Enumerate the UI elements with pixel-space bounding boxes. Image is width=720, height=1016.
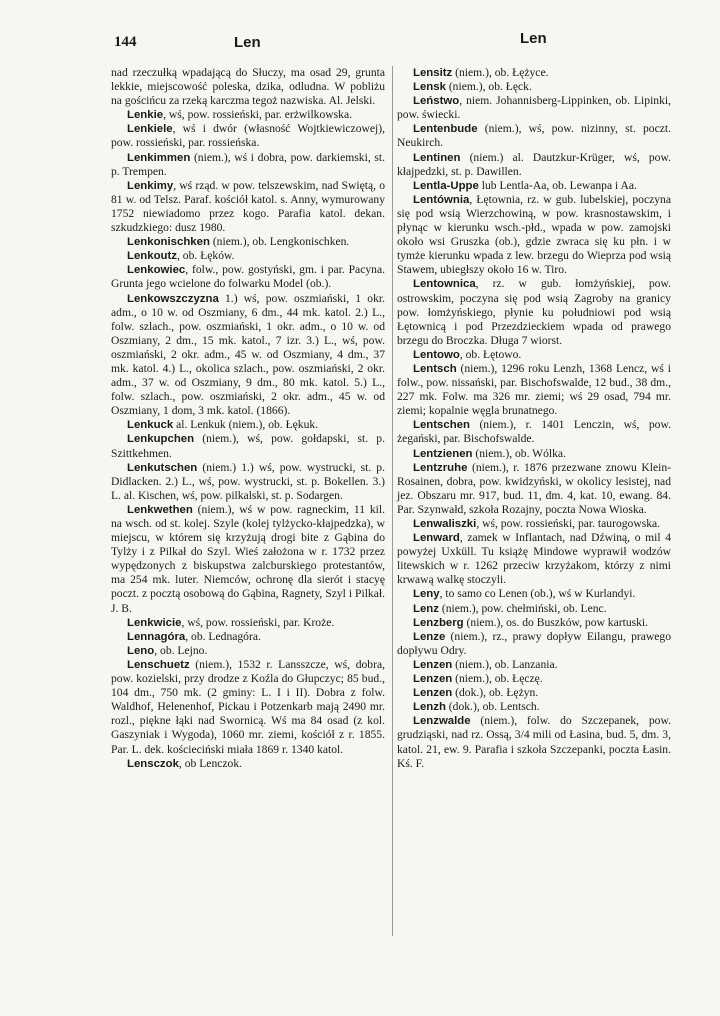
entry-text: (niem.), os. do Buszków, pow kartuski. bbox=[463, 615, 649, 629]
dictionary-entry bbox=[111, 249, 385, 263]
dictionary-entry bbox=[397, 447, 671, 461]
dictionary-entry bbox=[397, 517, 671, 531]
entry-text: (niem.), ob. Lanzania. bbox=[452, 657, 558, 671]
dictionary-entry bbox=[111, 616, 385, 630]
entry-text: , wś i dwór (własność Wojtkiewiczowej), pow. rossieński, par. rossieńska. bbox=[111, 122, 385, 150]
dictionary-entry bbox=[397, 686, 671, 700]
entry-text: , ob. Łęków. bbox=[177, 249, 235, 263]
entry-headword: Lenkowszczyzna bbox=[127, 292, 219, 305]
dictionary-entry bbox=[111, 658, 385, 757]
entry-text: (niem.), r. 1876 przezwane znowu Klein-Rosainen, dobra, pow. kwidzyński, w okolicy lesistej, nad jez. Obszaru mr. 917, bud. 11, dm. 4, kat. 10, ewang. 84. Par. Szynwałd, szkoła Rozajny, poczta Nowa Wioska. bbox=[397, 460, 671, 516]
entry-text: , ob. Lejno. bbox=[154, 643, 208, 657]
entry-text: (niem.), r. 1401 Lenczin, wś, pow. żegański, par. Bischofswalde. bbox=[397, 418, 671, 446]
entry-headword: Lenwaliszki bbox=[413, 518, 477, 530]
entry-headword: Lenkupchen bbox=[127, 433, 195, 446]
entry-text: , folw., pow. gostyński, gm. i par. Pacyna. Grunta jego wcielone do folwarku Model (ob.). bbox=[111, 263, 385, 291]
entry-text: (niem.) al. Dautzkur-Krüger, wś, pow. kłajpedzki, st. p. Dawillen. bbox=[397, 150, 671, 178]
dictionary-entry bbox=[397, 94, 671, 122]
dictionary-entry bbox=[111, 503, 385, 616]
dictionary-entry bbox=[397, 531, 671, 587]
entry-headword: Lenschuetz bbox=[127, 658, 190, 671]
dictionary-entry bbox=[397, 602, 671, 616]
entry-text: , wś, pow. rossieński, par. Kroże. bbox=[181, 615, 335, 629]
entry-headword: Lenkiele bbox=[127, 123, 173, 136]
entry-headword: Lenz bbox=[413, 602, 439, 615]
entry-text: , wś rząd. w pow. telszewskim, nad Swiętą, o 81 w. od Telsz. Paraf. kościół katol. s. Anny, wymurowany 1752 niewiadomo przez kogo. Parafia katol. dekan. szkudzkiego: dusz 1980. bbox=[111, 178, 385, 235]
entry-text: (niem.), 1296 roku Lenzh, 1368 Lencz, wś i folw., pow. nissański, par. Bischofswalde, 12 bud., 38 dm., 227 mk. Folw. ma 326 mr. ziemi; wś 29 osad, 794 mr. ziemi; kopalnie węgla brunatnego. bbox=[397, 361, 671, 418]
entry-text: , ob. Lednagóra. bbox=[185, 629, 261, 643]
dictionary-entry bbox=[397, 418, 671, 446]
left-column bbox=[111, 66, 385, 771]
entry-headword: Lenzberg bbox=[413, 616, 464, 629]
entry-headword: Lentla-Uppe bbox=[413, 179, 479, 192]
dictionary-entry bbox=[111, 108, 385, 122]
entry-headword: Lensitz bbox=[413, 67, 453, 79]
entry-text: , ob Lenczok. bbox=[178, 756, 243, 770]
dictionary-entry bbox=[111, 263, 385, 291]
dictionary-entry bbox=[397, 348, 671, 362]
entry-text: , ob. Łętowo. bbox=[459, 347, 522, 361]
entry-headword: Lenkimmen bbox=[127, 151, 191, 164]
entry-text: (niem.), wś w pow. ragneckim, 11 kil. na wsch. od st. kolej. Szyle (kolej tylżycko-kłajpedzka), w miejscu, w którem się krzyżują drogi bite z Gąbina do Tylży i z Pilkał do Szyl. Wieś założona w r. 1732 przez wypędzonych z biskupstwa zalcburskiego protestantów, ma 254 mk. luter. Niemców, ochronę dla sierót i stacyę poczt. z pocztą osobową do Gąbina, Ragnety, Szyl i Pilkał. J. B. bbox=[111, 502, 385, 615]
entry-headword: Lentownica bbox=[413, 278, 476, 291]
entry-headword: Lentenbude bbox=[413, 123, 478, 136]
entry-text: (niem.), folw. do Szczepanek, pow. grudziąski, nad rz. Ossą, 3/4 mili od Łasina, bud. 5, dm. 3, katol. 21, ew. 9. Parafia i szkoła Szczepanki, poczta Łasin. Kś. F. bbox=[397, 714, 671, 770]
entry-headword: Lenward bbox=[413, 532, 460, 545]
entry-headword: Lentschen bbox=[413, 419, 470, 432]
dictionary-entry bbox=[111, 418, 385, 432]
column-divider bbox=[392, 66, 393, 936]
entry-text: al. Lenkuk (niem.), ob. Łękuk. bbox=[173, 418, 319, 432]
entry-text: (niem.), rz., prawy dopływ Eilangu, prawego dopływu Odry. bbox=[397, 629, 671, 657]
dictionary-entry bbox=[111, 757, 385, 771]
dictionary-entry bbox=[111, 235, 385, 249]
entry-headword: Lenkie bbox=[127, 109, 164, 122]
entry-text: (niem.), wś i dobra, pow. darkiemski, st. p. Trempen. bbox=[111, 150, 385, 178]
entry-text: (niem.), wś, pow. nizinny, st. poczt. Neukirch. bbox=[397, 122, 671, 150]
entry-headword: Lenkowiec bbox=[127, 264, 186, 277]
entry-headword: Leństwo bbox=[413, 95, 460, 108]
entry-text: 1.) wś, pow. oszmiański, 1 okr. adm., o 10 w. od Oszmiany, 6 dm., 44 mk. katol. 2.) L., folw. szlach., pow. oszmiański, 1 okr. adm., o 10 w. od Oszmiany, 2 dm., 15 mk. katol., 7 izr. 3.) L., wś, pow. oszmiański, 2 okr. adm., 45 w. od Oszmiany, 4 dm., 37 mk. katol. 4.) L., okolica szlach., pow. oszmiański, 2 okr. adm., 37 w. od Oszmiany, 9 dm., 80 mk. katol. 5.) L., folw. szlach., pow. oszmiański, 2 okr. adm., 45 w. od Oszmiany, 1 dom, 3 mk. katol. (1866). bbox=[111, 291, 385, 418]
entry-headword: Lentinen bbox=[413, 151, 461, 164]
dictionary-entry bbox=[397, 616, 671, 630]
entry-text: , zamek w Inflantach, nad Dźwiną, o mil 4 powyżej Uxküll. Tu książę Mindowe wyprawił wodzów litewskich w r. 1262 przeciw krzyżakom, którzy z nimi krwawą walkę stoczyli. bbox=[397, 531, 671, 587]
entry-text: nad rzeczułką wpadającą do Słuczy, ma osad 29, grunta lekkie, miejscowość poleska, dzika, odludna. W pobliżu na gościńcu za rzeką karczma tegoż nazwiska. Al. Jelski. bbox=[111, 66, 385, 108]
entry-text: , to samo co Lenen (ob.), wś w Kurlandyi. bbox=[439, 587, 636, 601]
right-column bbox=[397, 66, 671, 771]
dictionary-entry bbox=[397, 66, 671, 80]
dictionary-entry bbox=[111, 66, 385, 108]
entry-text: , wś, pow. rossieński, par. taurogowska. bbox=[476, 517, 661, 530]
dictionary-entry bbox=[111, 630, 385, 644]
dictionary-entry bbox=[111, 292, 385, 419]
entry-headword: Lenzen bbox=[413, 658, 453, 671]
entry-text: , wś, pow. rossieński, par. erżwilkowska. bbox=[163, 108, 353, 122]
dictionary-entry bbox=[397, 193, 671, 278]
dictionary-entry bbox=[397, 277, 671, 347]
dictionary-entry bbox=[111, 151, 385, 179]
entry-headword: Lentównia bbox=[413, 193, 470, 206]
entry-headword: Leny bbox=[413, 588, 440, 601]
entry-headword: Lenkwethen bbox=[127, 503, 193, 516]
page-number: 144 bbox=[114, 34, 137, 50]
entry-text: (niem.), wś, pow. gołdapski, st. p. Szittkehmen. bbox=[111, 432, 385, 460]
entry-headword: Lentowo bbox=[413, 348, 460, 361]
entry-headword: Leno bbox=[127, 644, 155, 657]
entry-text: (niem.), ob. Wólka. bbox=[472, 446, 566, 460]
entry-text: (niem.), ob. Łęczę. bbox=[452, 672, 543, 686]
entry-text: , niem. Johannisberg-Lippinken, ob. Lipinki, pow. świecki. bbox=[397, 94, 671, 122]
entry-text: (dok.), ob. Łężyn. bbox=[452, 686, 539, 700]
dictionary-entry bbox=[397, 630, 671, 658]
entry-headword: Lenzwalde bbox=[413, 715, 471, 728]
entry-text: (niem.), 1532 r. Lansszcze, wś, dobra, pow. kozielski, przy drodze z Koźla do Głupczyc; 85 bud., 104 dm., 750 mk. (2 gminy: L. I i II). Dobra z folw. Waldhof, Helenenhof, Pickau i Potzenkarb mają 2490 mr. rozl., piękne łąki nad Swornicą. Wś ma 84 osad (z kol. Gaszyniak i Wygoda), 1060 mr. ziemi, kościół z r. 1855. Par. L. dek. kościeciński miała 1869 r. 1340 katol. bbox=[111, 657, 385, 756]
entry-headword: Lenzen bbox=[413, 687, 453, 700]
dictionary-entry bbox=[397, 700, 671, 714]
dictionary-entry bbox=[397, 672, 671, 686]
dictionary-entry bbox=[397, 658, 671, 672]
entry-headword: Lenkutschen bbox=[127, 461, 198, 474]
dictionary-entry bbox=[397, 151, 671, 179]
entry-headword: Lentsch bbox=[413, 362, 457, 375]
entry-headword: Lentzienen bbox=[413, 447, 473, 460]
entry-headword: Lensk bbox=[413, 81, 446, 94]
dictionary-entry bbox=[397, 362, 671, 418]
entry-headword: Lenkwicie bbox=[127, 616, 182, 629]
dictionary-entry bbox=[397, 714, 671, 770]
dictionary-entry bbox=[397, 80, 671, 94]
entry-text: , Łętownia, rz. w gub. lubelskiej, poczyna się pod wsią Wierzchowiną, w pow. krasnostawskim, i płynąc w kierunku wsch.-płd., wpada w pow. zamojski około wsi Gruszka (ob.), gdzie zwraca się ku płn. i w tymże kierunku wpada z lew. brzegu do Wieprza pod wsią Stawem, ubiegłszy około 16 w. Tiro. bbox=[397, 192, 671, 277]
dictionary-entry bbox=[397, 122, 671, 150]
running-head-right: Len bbox=[520, 30, 547, 47]
dictionary-entry bbox=[111, 461, 385, 503]
entry-headword: Lenkonischken bbox=[127, 236, 210, 249]
entry-headword: Lenkoutz bbox=[127, 250, 177, 263]
entry-text: , rz. w gub. łomżyńskiej, pow. ostrowskim, poczyna się pod wsią Zagroby na granicy pow. łomżyńskiego, płynie ku południowi pod wsią Łętownicą i pod Przezdzieckiem wpada od prawego brzegu do Broczka. Długa 7 wiorst. bbox=[397, 277, 671, 347]
entry-headword: Lenzh bbox=[413, 701, 446, 714]
running-head-left: Len bbox=[234, 34, 261, 51]
entry-text: (niem.), ob. Łężyce. bbox=[452, 66, 549, 79]
entry-text: lub Lentla-Aa, ob. Lewanpa i Aa. bbox=[478, 178, 637, 192]
dictionary-entry bbox=[111, 122, 385, 150]
entry-headword: Lennagóra bbox=[127, 630, 186, 643]
entry-headword: Lenzen bbox=[413, 673, 453, 686]
entry-headword: Lensczok bbox=[127, 757, 179, 770]
entry-headword: Lenkimy bbox=[127, 179, 174, 192]
entry-headword: Lentzruhe bbox=[413, 461, 468, 474]
entry-text: (niem.), ob. Lengkonischken. bbox=[209, 235, 350, 249]
dictionary-entry bbox=[111, 644, 385, 658]
entry-text: (dok.), ob. Lentsch. bbox=[445, 700, 540, 714]
entry-headword: Lenze bbox=[413, 630, 446, 643]
entry-headword: Lenkuck bbox=[127, 419, 174, 432]
dictionary-entry bbox=[111, 432, 385, 460]
entry-text: (niem.), pow. chełmiński, ob. Lenc. bbox=[438, 601, 607, 615]
entry-text: (niem.), ob. Łęck. bbox=[445, 80, 532, 94]
entry-text: (niem.) 1.) wś, pow. wystrucki, st. p. Didlacken. 2.) L., wś, pow. wystrucki, st. p. Bokellen. 3.) L. al. Kischen, wś, pow. pilkalski, st. p. Sodargen. bbox=[111, 460, 385, 502]
dictionary-entry bbox=[397, 461, 671, 517]
dictionary-entry bbox=[397, 179, 671, 193]
dictionary-entry bbox=[111, 179, 385, 235]
dictionary-entry bbox=[397, 587, 671, 601]
